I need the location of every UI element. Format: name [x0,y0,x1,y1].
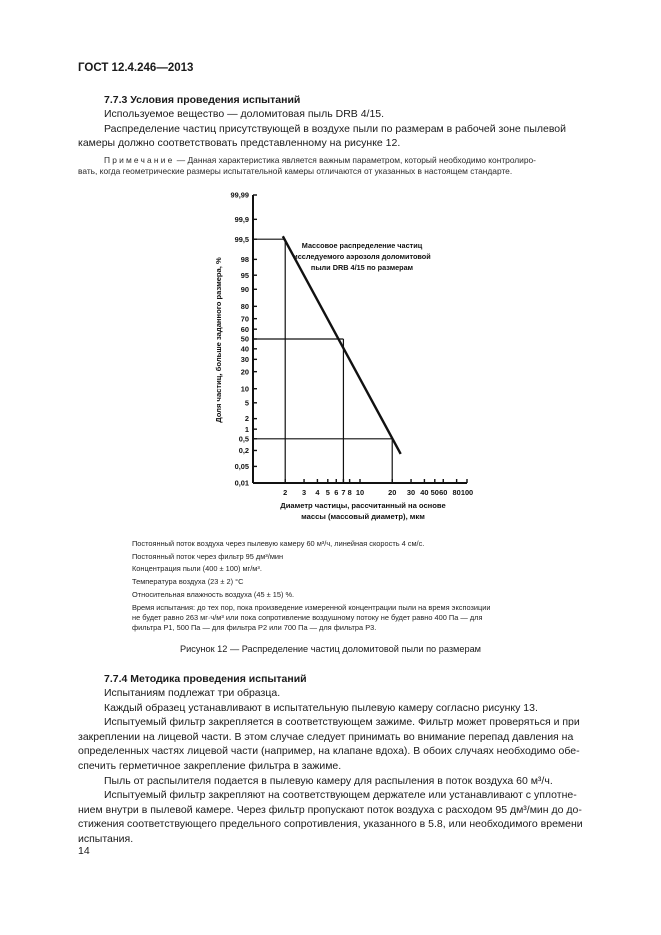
x-tick-label: 20 [388,488,397,497]
note-line2: вать, когда геометрические размеры испытательной камеры отличаются от указанных в настоящем стандарте. [78,166,513,176]
condition-humidity: Относительная влажность воздуха (45 ± 15) %. [132,590,295,599]
method-line: Испытуемый фильтр закрепляется в соответствующем зажиме. Фильтр может проверяться и при [104,716,580,729]
y-tick-label: 99,5 [234,234,249,244]
annotation-line2: исследуемого аэрозоля доломитовой [293,252,431,261]
substance-paragraph: Используемое вещество — доломитовая пыль DRB 4/15. [104,108,385,120]
condition-time-line2: не будет равно 263 мг·ч/м³ или пока сопротивление воздушному потоку не будет равно 400 Па — для [132,613,483,622]
section-7-7-3-title: 7.7.3 Условия проведения испытаний [104,94,301,106]
x-tick-label: 8 [347,488,352,497]
x-tick-label: 60 [439,488,448,497]
method-line: определенных частях лицевой части (например, на клапане вдоха). В обоих случаях необходимо обе- [78,745,580,758]
document-header: ГОСТ 12.4.246—2013 [78,62,194,74]
y-tick-label: 50 [240,334,249,344]
x-tick-label: 5 [325,488,330,497]
x-tick-label: 30 [406,488,416,497]
x-tick-label: 100 [460,488,474,497]
x-tick-label: 80 [452,488,461,497]
y-tick-label: 90 [240,284,249,294]
note-text: — Данная характеристика является важным параметром, который необходимо контролиро- [174,155,536,165]
section-7-7-4-title: 7.7.4 Методика проведения испытаний [104,673,307,685]
annotation-line3: пыли DRB 4/15 по размерам [310,263,414,272]
method-line: Испытуемый фильтр закрепляют на соответствующем держателе или устанавливают с уплотне- [104,789,577,802]
note-label: Примечание [104,155,175,165]
y-tick-label: 80 [240,301,249,311]
y-tick-label: 40 [240,344,249,354]
particle-size-chart [205,185,475,525]
y-tick-label: 70 [240,314,249,324]
x-tick-label: 7 [341,488,346,497]
y-tick-label: 99,9 [234,214,249,224]
method-line: закреплении на лицевой части. В этом случае следует принимать во внимание перепад давления на [78,730,574,743]
y-tick-label: 95 [240,270,249,280]
condition-time-line1: Время испытания: до тех пор, пока произведение измеренной концентрации пыли на время экспозиции [132,603,491,612]
method-line: стижения соответствующего предельного сопротивления, указанного в 5.8, или необходимого времени [78,818,583,831]
x-tick-label: 4 [315,488,320,497]
y-tick-label: 0,01 [234,478,249,488]
method-line: испытания. [78,832,134,845]
x-axis-ticks [283,479,473,497]
y-tick-label: 98 [240,254,249,264]
y-tick-label: 5 [244,398,249,408]
x-tick-label: 3 [301,488,307,497]
y-tick-label: 20 [240,367,249,377]
condition-temperature: Температура воздуха (23 ± 2) °С [132,577,244,586]
method-line: Пыль от распылителя подается в пылевую камеру для распыления в поток воздуха 60 м³/ч. [104,774,553,787]
method-line: спечить герметичное закрепление фильтра в зажиме. [78,759,342,772]
y-tick-label: 60 [240,324,249,334]
distribution-paragraph-line1: Распределение частиц присутствующей в воздухе пыли по размерам в рабочей зоне пылевой [104,123,567,135]
condition-time-line3: фильтра Р1, 500 Па — для фильтра Р2 или 700 Па — для фильтра Р3. [132,623,377,632]
y-tick-label: 0,05 [234,462,249,472]
condition-concentration: Концентрация пыли (400 ± 100) мг/м³. [132,564,262,573]
method-line: Каждый образец устанавливают в испытательную пылевую камеру согласно рисунку 13. [104,701,538,714]
condition-filter-flow: Постоянный поток через фильтр 95 дм³/мин [132,552,284,561]
page-number: 14 [78,845,90,857]
y-tick-label: 0,2 [238,446,249,456]
y-tick-label: 2 [244,414,249,424]
x-axis-label-line2: массы (массовый диаметр), мкм [301,512,425,521]
x-tick-label: 50 [430,488,439,497]
x-tick-label: 2 [283,488,288,497]
y-tick-label: 1 [244,424,249,434]
y-tick-label: 99,99 [230,190,249,200]
y-axis-label: Доля частиц, больше заданного размера, % [214,257,223,423]
method-text [78,686,638,847]
y-tick-label: 0,5 [238,434,249,444]
annotation-line1: Массовое распределение частиц [301,241,423,250]
x-tick-label: 6 [334,488,339,497]
x-tick-label: 40 [420,488,429,497]
condition-air-flow: Постоянный поток воздуха через пылевую камеру 60 м³/ч, линейная скорость 4 см/с. [132,539,425,548]
method-line: нием внутри в пылевой камере. Через фильтр пропускают поток воздуха с расходом 95 дм³/мин до до- [78,803,582,816]
x-axis-label-line1: Диаметр частицы, рассчитанный на основе [280,501,446,510]
figure-caption: Рисунок 12 — Распределение частиц доломитовой пыли по размерам [179,644,481,654]
distribution-paragraph-line2: камеры должно соответствовать представленному на рисунке 12. [78,137,401,149]
y-tick-label: 30 [240,354,249,364]
reference-guides [253,239,392,483]
method-line: Испытаниям подлежат три образца. [104,687,281,699]
x-tick-label: 10 [355,488,365,497]
y-tick-label: 10 [240,384,249,394]
